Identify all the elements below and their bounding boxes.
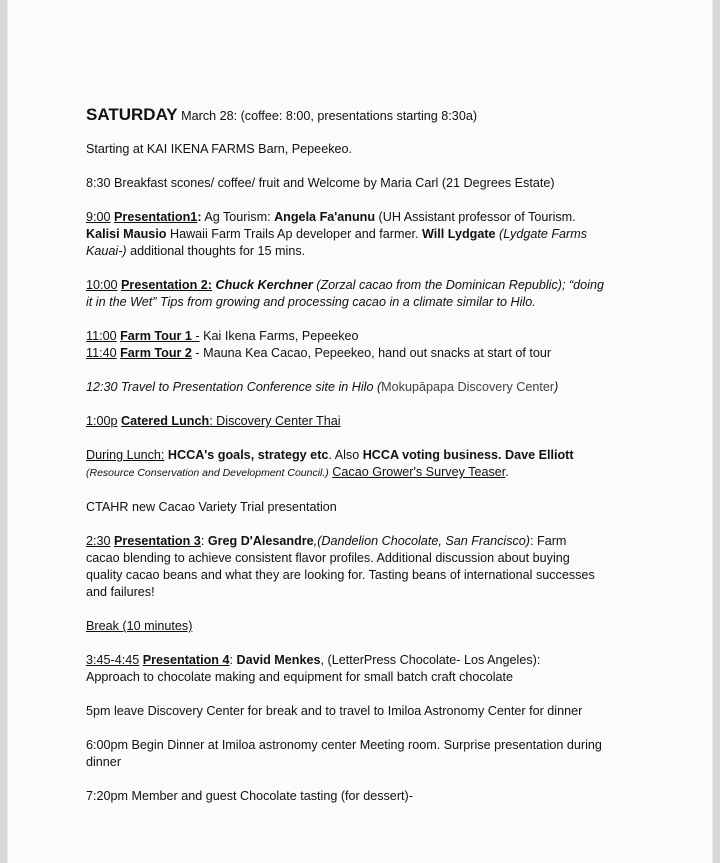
tour1-label: Farm Tour 1 <box>120 329 192 343</box>
tour1-desc: Kai Ikena Farms, Pepeekeo <box>199 329 359 343</box>
tour1-dash: - <box>191 329 200 343</box>
during-label: During Lunch: <box>86 448 165 462</box>
p1-topic: Ag Tourism: <box>201 210 275 224</box>
dinner-line1: 6:00pm Begin Dinner at Imiloa astronomy center Meeting room. Surprise presentation during <box>86 738 602 752</box>
during-affiliation: (Resource Conservation and Development Council.) <box>86 467 329 479</box>
lunch-label: Catered Lunch <box>121 414 210 428</box>
farm-tour-2 <box>86 345 646 362</box>
p4-speaker: David Menkes <box>236 653 321 667</box>
during-lunch <box>86 447 646 482</box>
travel-main: 12:30 Travel to Presentation Conference site in Hilo ( <box>86 380 382 394</box>
lunch-time: 1:00p <box>86 414 118 428</box>
tour2-label: Farm Tour 2 <box>120 346 192 360</box>
p1-time: 9:00 <box>86 210 111 224</box>
p4-desc: Approach to chocolate making and equipment for small batch craft chocolate <box>86 670 514 684</box>
p3-desc4: and failures! <box>86 585 155 599</box>
saturday-heading <box>86 104 646 127</box>
p2-desc2: it in the Wet” Tips from growing and processing cacao in a climate similar to Hilo. <box>86 295 536 309</box>
p2-time: 10:00 <box>86 278 118 292</box>
break-item: Break (10 minutes) <box>86 619 193 633</box>
p1-speaker3: Will Lydgate <box>421 227 496 241</box>
p2-desc1: (Zorzal cacao from the Dominican Republic); “doing <box>312 278 604 292</box>
p1-label: Presentation1 <box>114 210 198 224</box>
during-b2: HCCA voting business. Dave Elliott <box>362 448 574 462</box>
p3-desc2: cacao blending to achieve consistent flavor profiles. Additional discussion about buying <box>86 551 570 565</box>
p3-label: Presentation 3 <box>114 534 201 548</box>
p3-desc3: quality cacao beans and what they are looking for. Tasting beans of international successes <box>86 568 595 582</box>
leave-item: 5pm leave Discovery Center for break and to travel to Imiloa Astronomy Center for dinner <box>86 704 583 718</box>
day-title: SATURDAY <box>86 105 178 124</box>
p1-aff3b: Kauai-) <box>86 244 127 258</box>
day-details: March 28: (coffee: 8:00, presentations starting 8:30a) <box>177 109 478 123</box>
travel-item <box>86 379 646 396</box>
during-end: . <box>505 465 509 479</box>
p4-colon: : <box>229 653 237 667</box>
p4-aff: , (LetterPress Chocolate- Los Angeles): <box>320 653 541 667</box>
during-b1: HCCA's goals, strategy etc <box>167 448 329 462</box>
presentation-2 <box>86 277 646 311</box>
travel-venue: Mokupāpapa Discovery Center <box>381 380 555 394</box>
starting-location: Starting at KAI IKENA FARMS Barn, Pepeekeo. <box>86 142 352 156</box>
tour2-time: 11:40 <box>86 346 117 360</box>
p4-time: 3:45-4:45 <box>86 653 140 667</box>
p3-desc1: : Farm <box>530 534 567 548</box>
p1-aff2: Hawaii Farm Trails Ap developer and farmer. <box>166 227 422 241</box>
travel-close: ) <box>554 380 559 394</box>
schedule-content <box>86 104 646 805</box>
lunch-desc: : Discovery Center Thai <box>209 414 341 428</box>
document-page <box>8 0 712 863</box>
p1-aff3: (Lydgate Farms <box>495 227 588 241</box>
p3-time: 2:30 <box>86 534 111 548</box>
tour2-desc: - Mauna Kea Cacao, Pepeekeo, hand out snacks at start of tour <box>191 346 552 360</box>
presentation-4 <box>86 652 646 686</box>
p4-label: Presentation 4 <box>142 653 230 667</box>
tour1-time: 11:00 <box>86 329 117 343</box>
p1-speaker1: Angela Fa'anunu <box>274 210 376 224</box>
dinner-item <box>86 737 646 771</box>
p1-aff3c: additional thoughts for 15 mins. <box>126 244 306 258</box>
farm-tour-1 <box>86 328 646 345</box>
p3-aff: ,(Dandelion Chocolate, San Francisco) <box>313 534 531 548</box>
breakfast-item: 8:30 Breakfast scones/ coffee/ fruit and Welcome by Maria Carl (21 Degrees Estate) <box>86 176 555 190</box>
p3-speaker: Greg D'Alesandre <box>207 534 314 548</box>
p2-label: Presentation 2: <box>121 278 212 292</box>
dinner-line2: dinner <box>86 755 122 769</box>
p3-colon: : <box>200 534 208 548</box>
ctahr-item: CTAHR new Cacao Variety Trial presentation <box>86 500 337 514</box>
p1-speaker2: Kalisi Mausio <box>86 227 167 241</box>
p1-colon: : <box>197 210 202 224</box>
p1-aff1: (UH Assistant professor of Tourism. <box>375 210 576 224</box>
survey-teaser: Cacao Grower's Survey Teaser <box>332 465 506 479</box>
during-t1: . Also <box>328 448 363 462</box>
p2-speaker: Chuck Kerchner <box>215 278 313 292</box>
presentation-1 <box>86 209 646 260</box>
tasting-item: 7:20pm Member and guest Chocolate tasting (for dessert)- <box>86 789 413 803</box>
lunch-item <box>86 413 646 430</box>
presentation-3 <box>86 533 646 601</box>
